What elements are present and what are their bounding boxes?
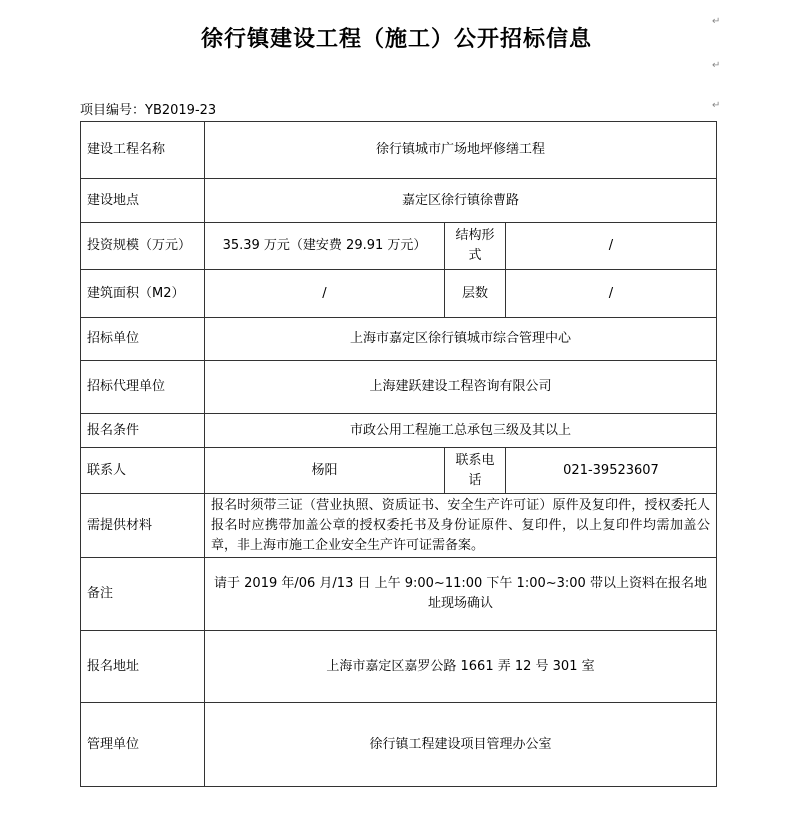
table-row — [81, 223, 717, 270]
tender-info-table — [80, 121, 717, 787]
table-row — [81, 361, 717, 414]
area-label: 建筑面积（M2） — [81, 270, 205, 318]
tenderer-value: 上海市嘉定区徐行镇城市综合管理中心 — [205, 318, 717, 361]
structure-label: 结构形式 — [445, 223, 506, 270]
phone-label: 联系电话 — [445, 448, 506, 494]
paragraph-mark: ↵ — [712, 16, 721, 27]
table-row — [81, 631, 717, 703]
investment-value: 35.39 万元（建安费 29.91 万元） — [205, 223, 445, 270]
contact-label: 联系人 — [81, 448, 205, 494]
materials-value: 报名时须带三证（营业执照、资质证书、安全生产许可证）原件及复印件，授权委托人报名时应携带加盖公章的授权委托书及身份证原件、复印件，以上复印件均需加盖公章，非上海市施工企业安全生产许可证需备案。 — [205, 494, 717, 558]
materials-label: 需提供材料 — [81, 494, 205, 558]
project-name-label: 建设工程名称 — [81, 122, 205, 179]
condition-label: 报名条件 — [81, 414, 205, 448]
manager-value: 徐行镇工程建设项目管理办公室 — [205, 703, 717, 787]
area-value: / — [205, 270, 445, 318]
table-row — [81, 558, 717, 631]
phone-value: 021-39523607 — [506, 448, 717, 494]
page-title: 徐行镇建设工程（施工）公开招标信息 — [200, 26, 592, 52]
table-row — [81, 414, 717, 448]
table-row — [81, 703, 717, 787]
condition-value: 市政公用工程施工总承包三级及其以上 — [205, 414, 717, 448]
floors-label: 层数 — [445, 270, 506, 318]
project-number: 项目编号：YB2019-23 — [80, 103, 217, 118]
table-row — [81, 448, 717, 494]
table-row — [81, 270, 717, 318]
address-label: 报名地址 — [81, 631, 205, 703]
paragraph-mark: ↵ — [712, 60, 721, 71]
agent-value: 上海建跃建设工程咨询有限公司 — [205, 361, 717, 414]
structure-value: / — [506, 223, 717, 270]
paragraph-mark: ↵ — [712, 100, 721, 111]
manager-label: 管理单位 — [81, 703, 205, 787]
contact-value: 杨阳 — [205, 448, 445, 494]
location-label: 建设地点 — [81, 179, 205, 223]
project-name-value: 徐行镇城市广场地坪修缮工程 — [205, 122, 717, 179]
location-value: 嘉定区徐行镇徐曹路 — [205, 179, 717, 223]
agent-label: 招标代理单位 — [81, 361, 205, 414]
tenderer-label: 招标单位 — [81, 318, 205, 361]
table-row — [81, 318, 717, 361]
address-value: 上海市嘉定区嘉罗公路 1661 弄 12 号 301 室 — [205, 631, 717, 703]
table-row — [81, 122, 717, 179]
remark-label: 备注 — [81, 558, 205, 631]
investment-label: 投资规模（万元） — [81, 223, 205, 270]
table-row — [81, 179, 717, 223]
remark-value: 请于 2019 年/06 月/13 日 上午 9:00~11:00 下午 1:00~3:00 带以上资料在报名地址现场确认 — [205, 558, 717, 631]
table-row — [81, 494, 717, 558]
floors-value: / — [506, 270, 717, 318]
